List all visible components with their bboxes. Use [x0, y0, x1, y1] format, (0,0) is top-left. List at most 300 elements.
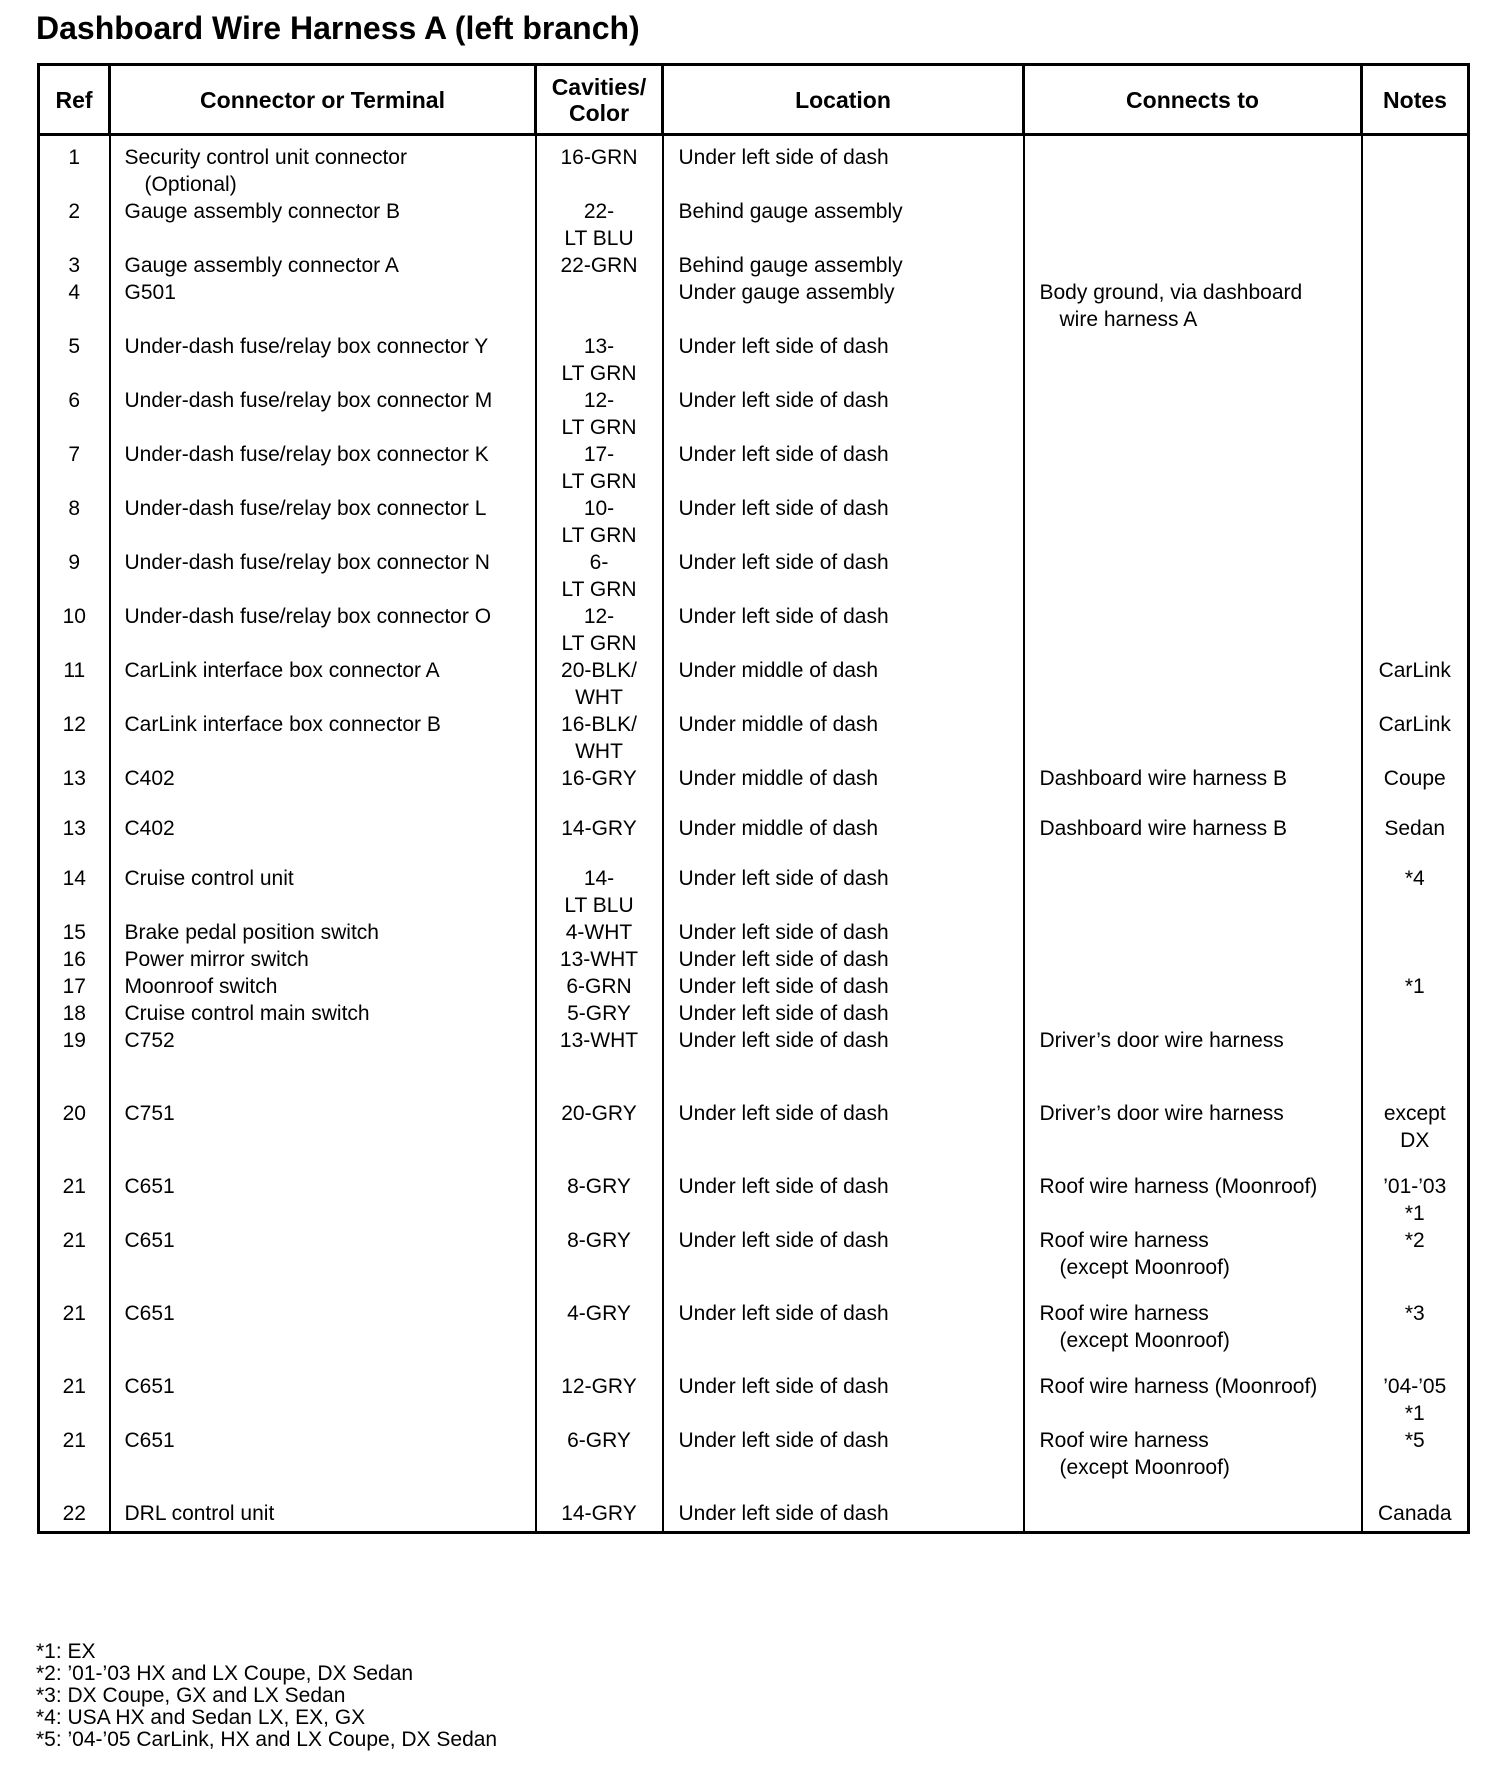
cell-notes	[1362, 919, 1469, 946]
column-header-cavities	[536, 65, 663, 135]
footnote: *3: DX Coupe, GX and LX Sedan	[36, 1684, 346, 1707]
cell-location: Under left side of dash	[663, 495, 1024, 549]
column-header-connector: Connector or Terminal	[110, 65, 536, 135]
column-header-notes: Notes	[1362, 65, 1469, 135]
table-row	[39, 549, 1469, 603]
cell-cavities-line: 20-GRY	[561, 1102, 637, 1125]
cell-location: Under left side of dash	[663, 973, 1024, 1000]
cell-notes	[1362, 252, 1469, 279]
cell-location: Under left side of dash	[663, 333, 1024, 387]
cell-connector-line: C402	[124, 767, 175, 790]
cell-cavities-line: 20-BLK/	[561, 659, 637, 682]
cell-connects-to-line: Roof wire harness	[1039, 1302, 1209, 1325]
cell-connects-to	[1024, 865, 1362, 919]
cell-connects-to	[1024, 765, 1362, 815]
cell-connects-to	[1024, 1500, 1362, 1533]
cell-notes-line: Sedan	[1384, 817, 1446, 840]
table-row	[39, 198, 1469, 252]
cell-ref: 1	[39, 135, 110, 199]
cell-cavities	[536, 919, 663, 946]
cell-notes	[1362, 865, 1469, 919]
cell-cavities-line: 12-GRY	[561, 1375, 637, 1398]
cell-connector-line: C752	[124, 1029, 175, 1052]
cell-location: Under left side of dash	[663, 603, 1024, 657]
cell-cavities-line: LT GRN	[561, 632, 637, 655]
cell-notes-line: *4	[1404, 867, 1425, 890]
cell-connects-to	[1024, 1000, 1362, 1027]
cell-ref: 12	[39, 711, 110, 765]
cell-connects-to	[1024, 279, 1362, 333]
cell-cavities-line: 13-WHT	[559, 1029, 639, 1052]
cell-notes	[1362, 603, 1469, 657]
cell-cavities-line: LT BLU	[564, 227, 634, 250]
cell-cavities-line: 14-GRY	[561, 817, 637, 840]
cell-connector	[110, 603, 536, 657]
cell-connector-line: CarLink interface box connector B	[124, 713, 441, 736]
cell-connector-line: C651	[124, 1229, 175, 1252]
cell-notes	[1362, 1027, 1469, 1100]
cell-cavities-line: 14-	[583, 867, 615, 890]
cell-ref: 7	[39, 441, 110, 495]
cell-connector	[110, 815, 536, 865]
cell-cavities-line: 4-GRY	[567, 1302, 631, 1325]
footnote: *5: ’04-’05 CarLink, HX and LX Coupe, DX Sedan	[36, 1728, 498, 1751]
cell-connects-to	[1024, 495, 1362, 549]
cell-connector-line: Security control unit connector	[124, 146, 407, 169]
cell-ref: 14	[39, 865, 110, 919]
table-row	[39, 1373, 1469, 1427]
cell-connector-line: Under-dash fuse/relay box connector Y	[124, 335, 489, 358]
cell-location: Under left side of dash	[663, 946, 1024, 973]
cell-connector-line: Under-dash fuse/relay box connector M	[124, 389, 493, 412]
cell-ref: 19	[39, 1027, 110, 1100]
table-row	[39, 1500, 1469, 1533]
cell-location: Behind gauge assembly	[663, 198, 1024, 252]
cell-cavities	[536, 657, 663, 711]
cell-cavities	[536, 495, 663, 549]
cell-location: Under left side of dash	[663, 135, 1024, 199]
cell-location: Under gauge assembly	[663, 279, 1024, 333]
cell-connector	[110, 252, 536, 279]
cell-connects-to	[1024, 1027, 1362, 1100]
cell-notes	[1362, 1173, 1469, 1227]
cell-location: Under middle of dash	[663, 815, 1024, 865]
cell-connector-line: Power mirror switch	[124, 948, 309, 971]
cell-cavities	[536, 1300, 663, 1373]
cell-notes-line: ’04-’05	[1383, 1375, 1447, 1398]
cell-connector-line: C402	[124, 817, 175, 840]
cell-notes	[1362, 711, 1469, 765]
cell-cavities	[536, 946, 663, 973]
cell-notes	[1362, 815, 1469, 865]
cell-ref: 15	[39, 919, 110, 946]
table-row	[39, 252, 1469, 279]
cell-connects-to-line: Dashboard wire harness B	[1039, 767, 1287, 790]
cell-location: Under left side of dash	[663, 441, 1024, 495]
cell-cavities	[536, 198, 663, 252]
cell-connector	[110, 973, 536, 1000]
cell-cavities-line: 22-	[583, 200, 615, 223]
cell-connector	[110, 135, 536, 199]
cell-ref: 6	[39, 387, 110, 441]
cell-connector	[110, 495, 536, 549]
cell-connector	[110, 946, 536, 973]
cell-notes-line: CarLink	[1378, 713, 1451, 736]
column-header-cavities-line2: Color	[568, 99, 630, 126]
cell-notes	[1362, 1373, 1469, 1427]
cell-ref: 21	[39, 1427, 110, 1500]
cell-ref: 4	[39, 279, 110, 333]
table-row	[39, 1027, 1469, 1100]
cell-ref: 9	[39, 549, 110, 603]
table-row	[39, 333, 1469, 387]
cell-cavities-line: WHT	[575, 686, 623, 709]
cell-location: Under left side of dash	[663, 1000, 1024, 1027]
cell-cavities-line: LT GRN	[561, 416, 637, 439]
cell-connects-to	[1024, 946, 1362, 973]
cell-connects-to-line: Driver’s door wire harness	[1039, 1102, 1284, 1125]
cell-location: Under left side of dash	[663, 1427, 1024, 1500]
cell-connector	[110, 387, 536, 441]
cell-notes-line: *2	[1404, 1229, 1425, 1252]
cell-cavities	[536, 279, 663, 333]
cell-cavities-line: 6-GRN	[566, 975, 632, 998]
cell-cavities-line: 6-GRY	[567, 1429, 631, 1452]
cell-ref: 16	[39, 946, 110, 973]
cell-notes-line: CarLink	[1378, 659, 1451, 682]
cell-location: Under middle of dash	[663, 765, 1024, 815]
column-header-connects-to: Connects to	[1024, 65, 1362, 135]
cell-notes	[1362, 765, 1469, 815]
cell-location: Under left side of dash	[663, 1373, 1024, 1427]
cell-ref: 5	[39, 333, 110, 387]
cell-connects-to	[1024, 1227, 1362, 1300]
footnotes	[36, 1641, 497, 1751]
cell-cavities	[536, 1000, 663, 1027]
cell-cavities-line: 8-GRY	[567, 1229, 631, 1252]
cell-connector-line: C751	[124, 1102, 175, 1125]
cell-location: Under left side of dash	[663, 1500, 1024, 1533]
cell-ref: 18	[39, 1000, 110, 1027]
cell-ref: 11	[39, 657, 110, 711]
cell-cavities-line: 16-GRY	[561, 767, 637, 790]
cell-ref: 20	[39, 1100, 110, 1173]
table-row	[39, 657, 1469, 711]
footnote: *1: EX	[36, 1640, 96, 1663]
cell-cavities	[536, 333, 663, 387]
cell-connector-line: Under-dash fuse/relay box connector O	[124, 605, 492, 628]
footnote: *4: USA HX and Sedan LX, EX, GX	[36, 1706, 366, 1729]
cell-cavities-line: LT GRN	[561, 362, 637, 385]
cell-notes	[1362, 1427, 1469, 1500]
table-row	[39, 711, 1469, 765]
cell-cavities	[536, 865, 663, 919]
cell-notes	[1362, 973, 1469, 1000]
cell-cavities-line: 8-GRY	[567, 1175, 631, 1198]
cell-cavities	[536, 135, 663, 199]
cell-connects-to-line: Dashboard wire harness B	[1039, 817, 1287, 840]
cell-connector	[110, 549, 536, 603]
cell-notes-line: *1	[1404, 1202, 1425, 1225]
cell-connector	[110, 711, 536, 765]
cell-cavities	[536, 1227, 663, 1300]
cell-connector	[110, 1427, 536, 1500]
cell-location: Under left side of dash	[663, 387, 1024, 441]
cell-cavities	[536, 1173, 663, 1227]
cell-ref: 10	[39, 603, 110, 657]
cell-connector	[110, 1500, 536, 1533]
cell-location: Under left side of dash	[663, 549, 1024, 603]
cell-connects-to	[1024, 1300, 1362, 1373]
cell-connects-to-line: (except Moonroof)	[1059, 1256, 1230, 1279]
cell-cavities	[536, 711, 663, 765]
cell-notes	[1362, 279, 1469, 333]
cell-cavities-line: 13-WHT	[559, 948, 639, 971]
cell-notes	[1362, 1300, 1469, 1373]
table-row	[39, 973, 1469, 1000]
cell-notes	[1362, 387, 1469, 441]
cell-connector-line: Under-dash fuse/relay box connector K	[124, 443, 489, 466]
cell-connector-line: C651	[124, 1175, 175, 1198]
table-row	[39, 1000, 1469, 1027]
cell-cavities-line: WHT	[575, 740, 623, 763]
cell-notes-line: *1	[1404, 1402, 1425, 1425]
cell-cavities-line: 16-BLK/	[561, 713, 637, 736]
cell-cavities	[536, 549, 663, 603]
cell-cavities	[536, 765, 663, 815]
cell-connector-line: Under-dash fuse/relay box connector N	[124, 551, 490, 574]
cell-connector-line: CarLink interface box connector A	[124, 659, 440, 682]
cell-ref: 21	[39, 1227, 110, 1300]
cell-connector-line: Cruise control main switch	[124, 1002, 370, 1025]
cell-location: Under middle of dash	[663, 711, 1024, 765]
cell-notes	[1362, 1100, 1469, 1173]
column-header-ref: Ref	[39, 65, 110, 135]
cell-cavities-line: 12-	[583, 389, 615, 412]
cell-connects-to-line: Driver’s door wire harness	[1039, 1029, 1284, 1052]
cell-connects-to	[1024, 387, 1362, 441]
cell-cavities	[536, 1100, 663, 1173]
table-row	[39, 865, 1469, 919]
cell-ref: 22	[39, 1500, 110, 1533]
cell-connects-to	[1024, 657, 1362, 711]
table-row	[39, 1427, 1469, 1500]
cell-connects-to-line: (except Moonroof)	[1059, 1456, 1230, 1479]
table-row	[39, 919, 1469, 946]
cell-connector-line: Gauge assembly connector A	[124, 254, 399, 277]
cell-notes-line: ’01-’03	[1383, 1175, 1447, 1198]
cell-cavities-line: 13-	[583, 335, 615, 358]
cell-ref: 17	[39, 973, 110, 1000]
cell-connector-line: G501	[124, 281, 176, 304]
cell-notes-line: *5	[1404, 1429, 1425, 1452]
cell-connects-to-line: Roof wire harness (Moonroof)	[1039, 1375, 1318, 1398]
cell-connector-line: Moonroof switch	[124, 975, 278, 998]
cell-notes	[1362, 1500, 1469, 1533]
cell-location: Under left side of dash	[663, 919, 1024, 946]
cell-connects-to	[1024, 549, 1362, 603]
cell-connector	[110, 765, 536, 815]
table-row	[39, 946, 1469, 973]
cell-connector	[110, 1300, 536, 1373]
cell-connector	[110, 1373, 536, 1427]
cell-ref: 21	[39, 1300, 110, 1373]
cell-connector-line: C651	[124, 1302, 175, 1325]
cell-location: Under left side of dash	[663, 1100, 1024, 1173]
cell-connector	[110, 1173, 536, 1227]
table-row	[39, 1100, 1469, 1173]
cell-cavities-line: 17-	[583, 443, 615, 466]
cell-connector-line: C651	[124, 1429, 175, 1452]
cell-connector-line: C651	[124, 1375, 175, 1398]
cell-location: Under left side of dash	[663, 1027, 1024, 1100]
cell-location: Under left side of dash	[663, 865, 1024, 919]
cell-ref: 21	[39, 1173, 110, 1227]
table-row	[39, 387, 1469, 441]
cell-connector	[110, 919, 536, 946]
cell-notes	[1362, 946, 1469, 973]
cell-notes-line: *3	[1404, 1302, 1425, 1325]
cell-connects-to	[1024, 1173, 1362, 1227]
cell-location: Under left side of dash	[663, 1173, 1024, 1227]
cell-connects-to-line: Roof wire harness	[1039, 1429, 1209, 1452]
cell-notes-line: *1	[1404, 975, 1425, 998]
cell-connector	[110, 441, 536, 495]
column-header-location: Location	[663, 65, 1024, 135]
cell-cavities-line: LT GRN	[561, 524, 637, 547]
cell-notes	[1362, 333, 1469, 387]
cell-cavities-line: LT GRN	[561, 578, 637, 601]
cell-connects-to	[1024, 441, 1362, 495]
page-title: Dashboard Wire Harness A (left branch)	[36, 10, 640, 46]
cell-cavities-line: 10-	[583, 497, 615, 520]
cell-ref: 13	[39, 765, 110, 815]
cell-cavities	[536, 1027, 663, 1100]
cell-ref: 8	[39, 495, 110, 549]
table-row	[39, 135, 1469, 199]
cell-connects-to	[1024, 711, 1362, 765]
table-row	[39, 495, 1469, 549]
cell-cavities-line: 16-GRN	[560, 146, 638, 169]
table-row	[39, 1227, 1469, 1300]
table-row	[39, 1173, 1469, 1227]
cell-connects-to	[1024, 919, 1362, 946]
cell-notes-line: except	[1383, 1102, 1446, 1125]
cell-notes	[1362, 441, 1469, 495]
cell-cavities	[536, 1427, 663, 1500]
cell-notes	[1362, 198, 1469, 252]
table-row	[39, 765, 1469, 815]
cell-cavities-line: 6-	[589, 551, 609, 574]
cell-connector	[110, 657, 536, 711]
cell-connector-line: Gauge assembly connector B	[124, 200, 400, 223]
cell-connector	[110, 333, 536, 387]
cell-location: Under left side of dash	[663, 1300, 1024, 1373]
cell-cavities	[536, 815, 663, 865]
cell-location: Under middle of dash	[663, 657, 1024, 711]
cell-cavities-line: 4-WHT	[565, 921, 633, 944]
cell-connects-to	[1024, 198, 1362, 252]
table-body	[39, 135, 1469, 1533]
cell-connects-to	[1024, 973, 1362, 1000]
cell-notes	[1362, 549, 1469, 603]
cell-cavities	[536, 387, 663, 441]
cell-ref: 3	[39, 252, 110, 279]
cell-connects-to	[1024, 603, 1362, 657]
cell-connector	[110, 1227, 536, 1300]
cell-notes	[1362, 1000, 1469, 1027]
cell-cavities-line: 12-	[583, 605, 615, 628]
cell-ref: 21	[39, 1373, 110, 1427]
wire-harness-table	[37, 63, 1470, 1534]
table-row	[39, 279, 1469, 333]
cell-connects-to-line: (except Moonroof)	[1059, 1329, 1230, 1352]
cell-cavities-line: 22-GRN	[560, 254, 638, 277]
table-row	[39, 603, 1469, 657]
cell-connects-to-line: wire harness A	[1059, 308, 1198, 331]
cell-cavities-line: 5-GRY	[567, 1002, 631, 1025]
cell-connects-to	[1024, 1373, 1362, 1427]
cell-connects-to	[1024, 252, 1362, 279]
cell-location: Behind gauge assembly	[663, 252, 1024, 279]
cell-notes	[1362, 135, 1469, 199]
cell-cavities	[536, 441, 663, 495]
cell-connector	[110, 279, 536, 333]
cell-cavities	[536, 252, 663, 279]
cell-notes-line: Coupe	[1383, 767, 1446, 790]
cell-connects-to-line: Roof wire harness	[1039, 1229, 1209, 1252]
cell-connector-line: Brake pedal position switch	[124, 921, 379, 944]
cell-cavities-line: LT BLU	[564, 894, 634, 917]
cell-cavities	[536, 973, 663, 1000]
cell-connects-to-line: Body ground, via dashboard	[1039, 281, 1303, 304]
table-row	[39, 441, 1469, 495]
column-header-cavities-line1: Cavities/	[551, 73, 647, 100]
cell-connector-line: Under-dash fuse/relay box connector L	[124, 497, 487, 520]
cell-ref: 2	[39, 198, 110, 252]
cell-cavities	[536, 1373, 663, 1427]
cell-notes	[1362, 657, 1469, 711]
footnote: *2: ’01-’03 HX and LX Coupe, DX Sedan	[36, 1662, 414, 1685]
cell-ref: 13	[39, 815, 110, 865]
cell-notes	[1362, 495, 1469, 549]
cell-notes	[1362, 1227, 1469, 1300]
table-header-row	[39, 65, 1469, 135]
cell-connector-line: DRL control unit	[124, 1502, 275, 1525]
cell-connector-line: Cruise control unit	[124, 867, 294, 890]
cell-cavities-line: LT GRN	[561, 470, 637, 493]
cell-connector	[110, 1100, 536, 1173]
cell-cavities	[536, 1500, 663, 1533]
cell-connector	[110, 865, 536, 919]
cell-cavities	[536, 603, 663, 657]
cell-connects-to	[1024, 333, 1362, 387]
table-row	[39, 1300, 1469, 1373]
cell-cavities-line: 14-GRY	[561, 1502, 637, 1525]
cell-notes-line: Canada	[1377, 1502, 1452, 1525]
cell-connector-line: (Optional)	[144, 173, 237, 196]
cell-location: Under left side of dash	[663, 1227, 1024, 1300]
cell-notes-line: DX	[1400, 1129, 1430, 1152]
cell-connects-to	[1024, 815, 1362, 865]
cell-connects-to	[1024, 1100, 1362, 1173]
cell-connects-to	[1024, 135, 1362, 199]
cell-connector	[110, 198, 536, 252]
table-row	[39, 815, 1469, 865]
cell-connects-to-line: Roof wire harness (Moonroof)	[1039, 1175, 1318, 1198]
cell-connects-to	[1024, 1427, 1362, 1500]
cell-connector	[110, 1027, 536, 1100]
